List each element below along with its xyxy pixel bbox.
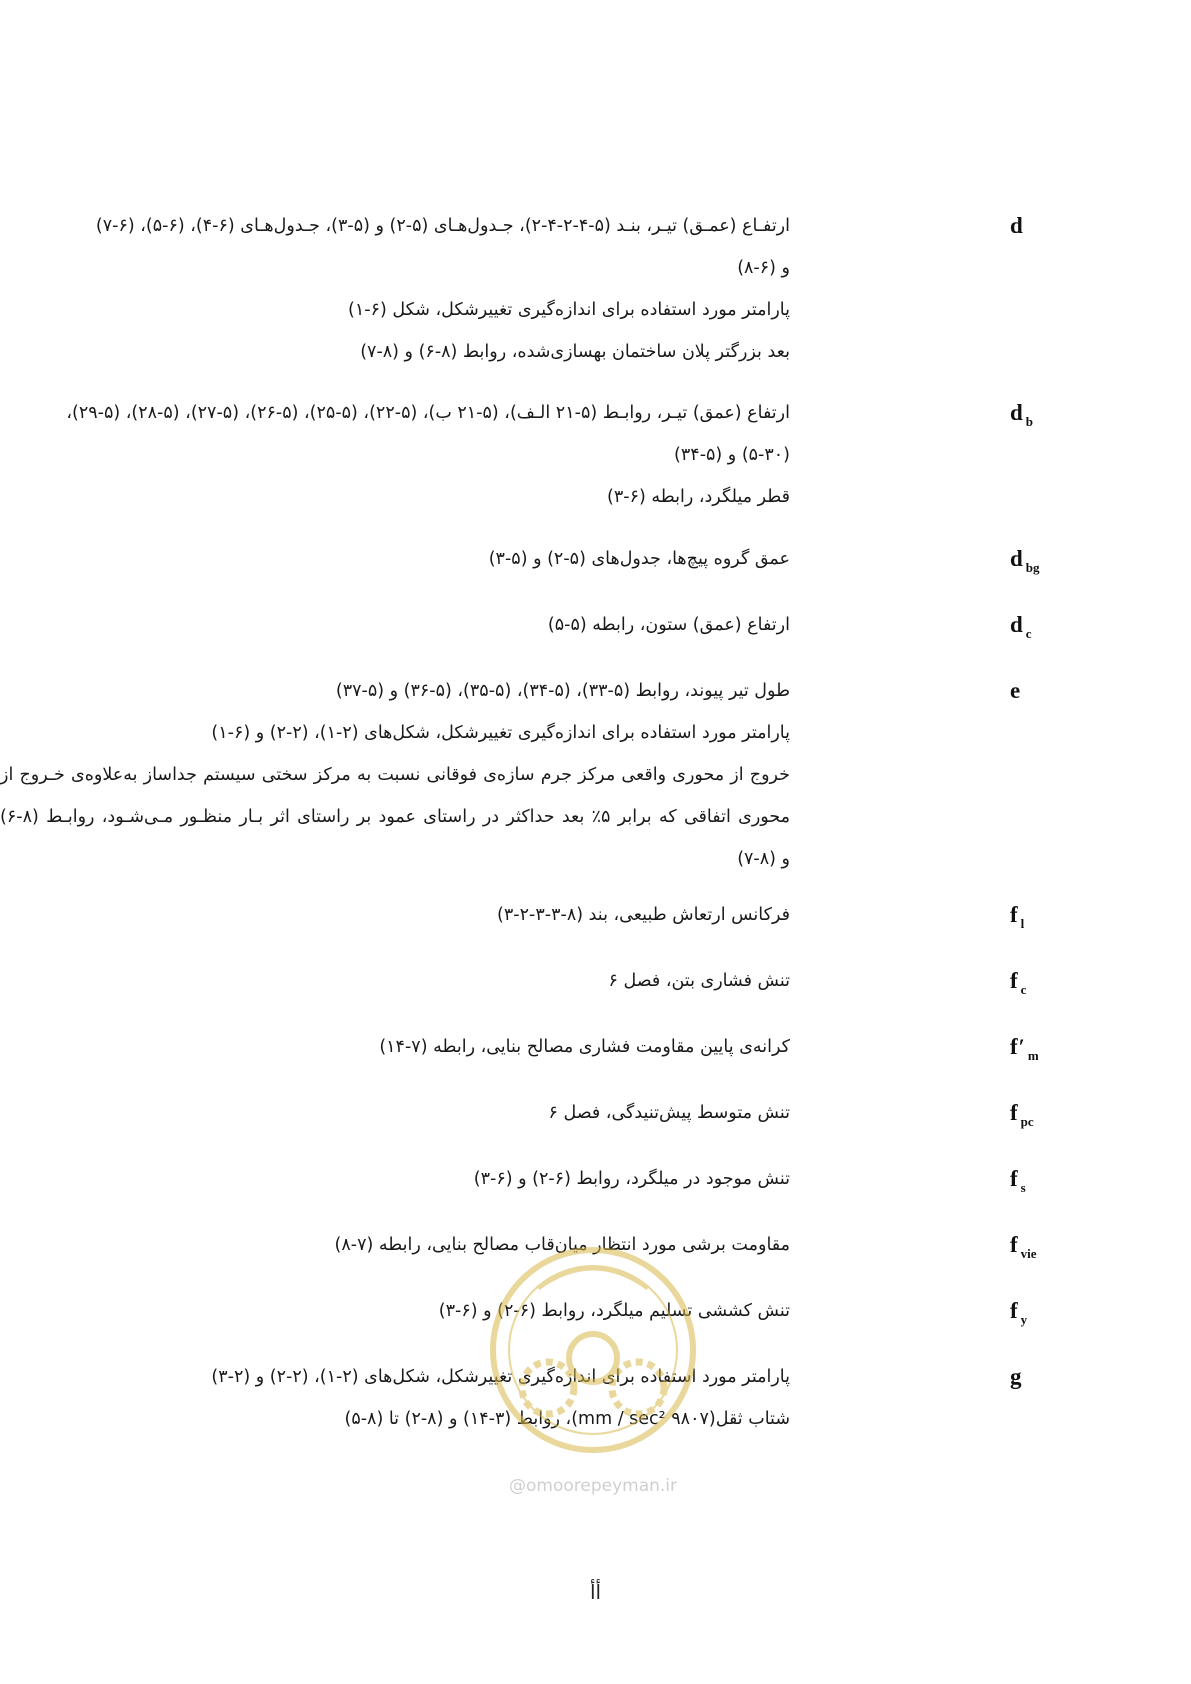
symbol-base: f [1010,1298,1018,1323]
definition-line: خروج از محوری واقعی مرکز جرم سازه‌ی فوقانی نسبت به مرکز سختی سیستم جداساز به‌علاوه‌ی خـروج از [0,765,790,785]
definition-line: تنش فشاری بتن، فصل ۶ [608,971,790,991]
symbol [1010,205,1160,247]
definition-line: شتاب ثقل(۹۸۰۷ mm / sec²)، روابط (۳-۱۴) و (۸-۲) تا (۸-۵) [344,1409,790,1429]
definition-text [0,538,790,580]
definition-line: فرکانس ارتعاش طبیعی، بند (۸-۳-۳-۲-۳) [497,905,790,925]
symbol-subscript: vie [1020,1245,1037,1261]
symbol [1010,894,1160,945]
definition-text [0,1026,790,1068]
definition-line: محوری اتفاقی که برابر ۵٪ بعد حداکثر در راستای عمود بر راستای اثر بـار منظـور مـی‌شـود، روابـط (۸-۶) [0,807,790,827]
definition-line: مقاومت برشی مورد انتظار میان‌قاب مصالح بنایی، رابطه (۷-۸) [334,1235,790,1255]
definition-line: (۵-۳۰) و (۵-۳۴) [674,445,790,465]
definition-text [0,1092,790,1134]
watermark [478,1228,708,1498]
symbol-subscript: l [1020,915,1025,931]
symbol-subscript: pc [1020,1113,1034,1129]
definition-line: عمق گروه پیچ‌ها، جدول‌های (۵-۲) و (۵-۳) [488,549,790,569]
symbol-subscript: y [1020,1311,1028,1327]
definition-text [0,604,790,646]
symbol-base: g [1010,1364,1022,1389]
definition-line: و (۸-۷) [737,849,790,869]
definition-text [0,205,790,373]
definition-text [0,392,790,518]
definition-text [0,1158,790,1200]
page-number: أأ [589,1580,602,1604]
symbol [1010,670,1160,712]
symbol [1010,1092,1160,1143]
symbol-base: f [1010,902,1018,927]
symbol-subscript: c [1020,981,1027,997]
definition-line: تنش موجود در میلگرد، روابط (۶-۲) و (۶-۳) [473,1169,790,1189]
definition-line: و (۶-۸) [737,258,790,278]
symbol [1010,392,1160,443]
symbol-base: f [1010,1232,1018,1257]
symbol-subscript: s [1020,1179,1026,1195]
symbol-subscript: c [1025,625,1032,641]
watermark-site: @omoorepeyman.ir [508,1476,678,1496]
symbol [1010,538,1160,589]
definition-line: طول تیر پیوند، روابط (۵-۳۳)، (۵-۳۴)، (۵-۳۵)، (۵-۳۶) و (۵-۳۷) [335,681,790,701]
definition-line: پارامتر مورد استفاده برای اندازه‌گیری تغییرشکل، شکل‌های (۲-۱)، (۲-۲) و (۶-۱) [211,723,790,743]
symbol-subscript: m [1027,1047,1039,1063]
symbol-subscript: bg [1025,559,1040,575]
definition-line: ارتفاع (عمق) ستون، رابطه (۵-۵) [547,615,790,635]
symbol-base: e [1010,678,1021,703]
symbol-base: f [1010,1100,1018,1125]
definition-line: کرانه‌ی پایین مقاومت فشاری مصالح بنایی، رابطه (۷-۱۴) [379,1037,790,1057]
symbol-subscript: b [1025,413,1034,429]
symbol-base: d [1010,546,1023,571]
symbol [1010,1026,1160,1077]
definition-text [0,894,790,936]
definition-line: تنش متوسط پیش‌تنیدگی، فصل ۶ [548,1103,790,1123]
definition-line: پارامتر مورد استفاده برای اندازه‌گیری تغییرشکل، شکل‌های (۲-۱)، (۲-۲) و (۲-۳) [211,1367,790,1387]
symbol [1010,1290,1160,1341]
symbol-base: d [1010,400,1023,425]
definition-line: قطر میلگرد، رابطه (۶-۳) [607,487,790,507]
definition-text [0,670,790,880]
definition-line: ارتفاع (عمق) تیـر، روابـط (۵-۲۱ الـف)، (۵-۲۱ ب)، (۵-۲۲)، (۵-۲۵)، (۵-۲۶)، (۵-۲۷)، (۵-۲۸)، (۵-۲۹)، [66,403,790,423]
definition-line: ارتفـاع (عمـق) تیـر، بنـد (۵-۴-۲-۴-۲)، جـدول‌هـای (۵-۲) و (۵-۳)، جـدول‌هـای (۶-۴)، (۶-۵)، (۶-۷) [95,216,790,236]
watermark-seal-icon [478,1228,708,1473]
symbol [1010,604,1160,655]
symbol-base: f [1010,1034,1018,1059]
symbol [1010,1224,1160,1275]
symbol-base: d [1010,213,1023,238]
symbol [1010,960,1160,1011]
definition-line: بعد بزرگتر پلان ساختمان بهسازی‌شده، روابط (۸-۶) و (۸-۷) [360,342,790,362]
definition-line: تنش کششی تسلیم میلگرد، روابط (۶-۲) و (۶-۳) [438,1301,790,1321]
symbol-base: f [1010,1166,1018,1191]
definition-line: پارامتر مورد استفاده برای اندازه‌گیری تغییرشکل، شکل (۶-۱) [348,300,790,320]
symbol [1010,1356,1160,1398]
symbol-base: f [1010,968,1018,993]
symbol-prime: ′ [1018,1034,1025,1059]
symbol-base: d [1010,612,1023,637]
symbol [1010,1158,1160,1209]
definition-text [0,960,790,1002]
